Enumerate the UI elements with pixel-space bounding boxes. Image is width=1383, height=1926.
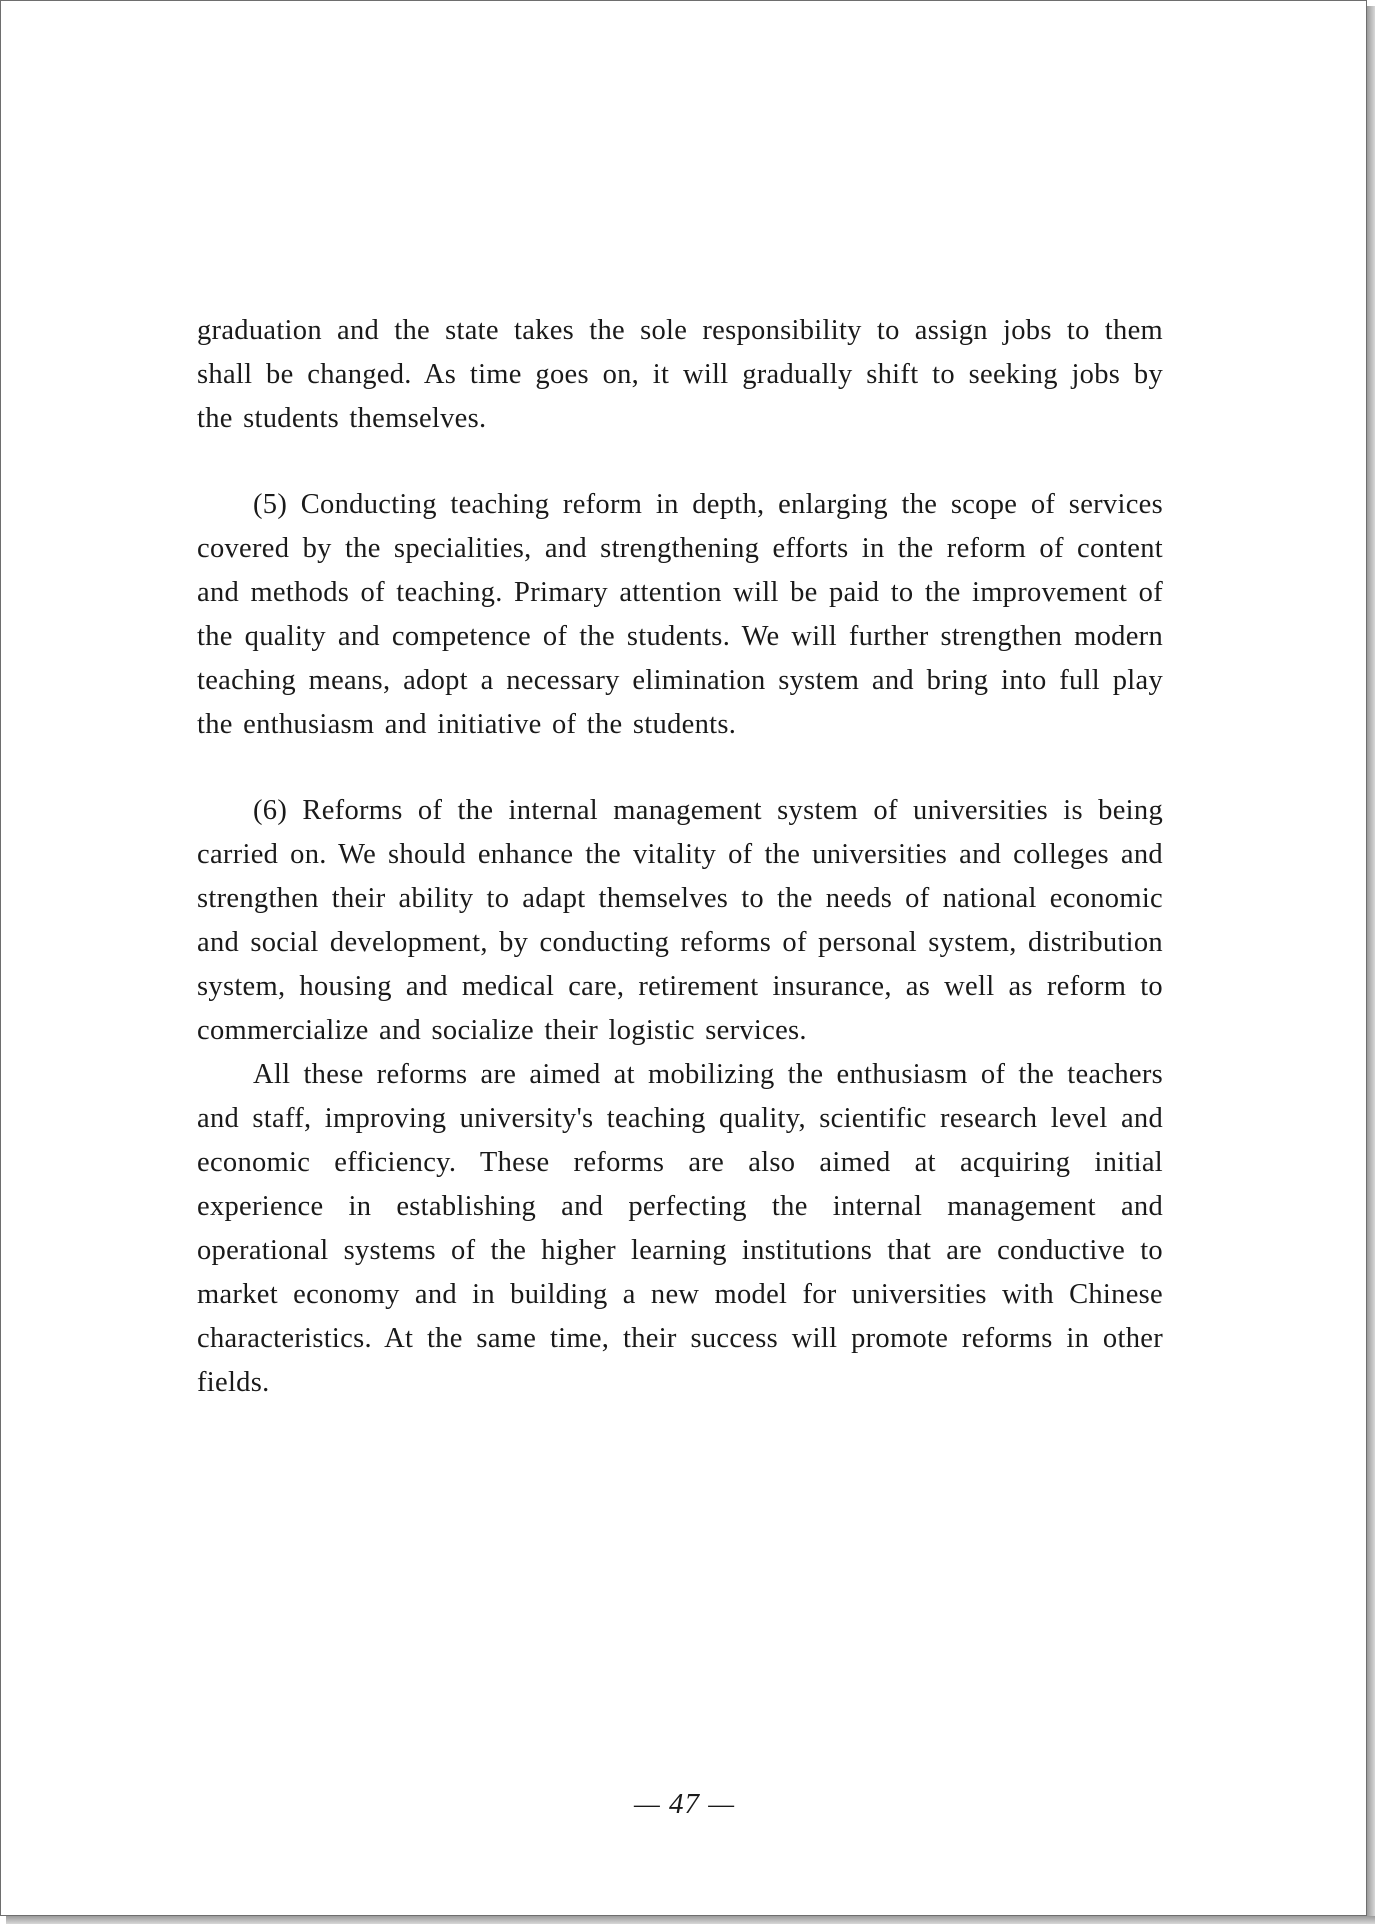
paragraph-item-5: (5) Conducting teaching reform in depth, enlarging the scope of services covered by the specialities, and strengthening efforts in the reform of content and methods of teaching. Primary attention will be paid to the improvement of the quality and competence of the students. We will further strengthen modern teaching means, adopt a necessary elimination system and bring into full play the enthusiasm and initiative of the students. <box>197 489 1163 740</box>
paragraph-summary: All these reforms are aimed at mobilizing the enthusiasm of the teachers and staff, improving university's teaching quality, scientific research level and economic efficiency. These reforms are also aimed at acquiring initial experience in establishing and perfecting the internal management and operational systems of the higher learning institutions that are conductive to market economy and in building a new model for universities with Chinese characteristics. At the same time, their success will promote reforms in other fields. <box>197 1059 1163 1398</box>
page-shadow-right <box>1367 6 1375 1922</box>
body-text <box>197 309 1163 1405</box>
paragraph-item-6: (6) Reforms of the internal management system of universities is being carried on. We should enhance the vitality of the universities and colleges and strengthen their ability to adapt themselves to the needs of national economic and social development, by conducting reforms of personal system, distribution system, housing and medical care, retirement insurance, as well as reform to commercialize and socialize their logistic services. <box>197 795 1163 1046</box>
page-shadow-bottom <box>6 1916 1375 1924</box>
page-number: — 47 — <box>633 1788 736 1820</box>
paragraph-continuation: graduation and the state takes the sole responsibility to assign jobs to them shall be changed. As time goes on, it will gradually shift to seeking jobs by the students themselves. <box>197 315 1163 434</box>
